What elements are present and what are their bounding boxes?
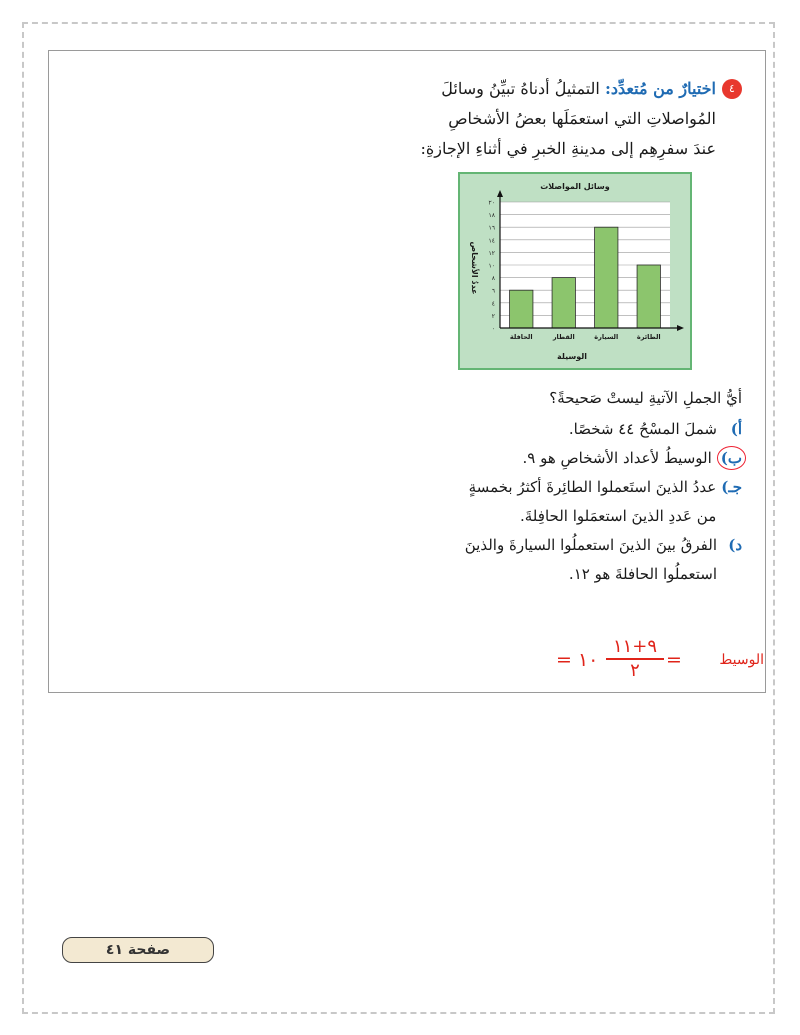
question-line: عندَ سفرِهِم إلى مدينةِ الخبرِ في أثناءِ الإجازةِ:	[420, 139, 716, 158]
question-type-label: اختيارٌ من مُتعدِّد:	[604, 79, 716, 98]
y-axis-arrow	[497, 190, 503, 197]
x-tick-label: الطائرة	[636, 333, 661, 341]
x-tick-label: الحافلة	[509, 333, 533, 341]
transport-bar-chart	[458, 172, 692, 370]
bar-1	[510, 290, 533, 328]
bar-2	[552, 278, 575, 328]
answer-result: = ١٠	[556, 649, 599, 671]
option-letter: د)	[728, 536, 742, 554]
question-line: المُواصلاتِ التي استعمَلَها بعضُ الأشخاصِ	[448, 109, 716, 128]
y-tick-label: ١٦	[488, 224, 495, 232]
option-text: شملَ المسْحُ ٤٤ شخصًا.	[568, 420, 717, 438]
x-axis-arrow	[677, 325, 684, 331]
chart-y-label: عددُ الأشخاص	[470, 241, 479, 295]
y-tick-label: ١٨	[488, 212, 495, 220]
x-tick-label: القطار	[552, 333, 575, 341]
x-tick-label: السيارة	[594, 333, 619, 341]
chart-plot-area	[489, 190, 684, 341]
question-text	[402, 74, 742, 164]
y-tick-label: ٠	[491, 325, 495, 333]
chart-svg	[460, 174, 690, 368]
y-tick-label: ١٤	[488, 237, 495, 245]
question-prompt: أيُّ الجملِ الآتيةِ ليستْ صَحيحةً؟	[549, 389, 742, 407]
option-letter-circled: ب)	[717, 446, 746, 470]
question-number-badge: ٤	[722, 79, 742, 99]
handwritten-answer	[480, 636, 772, 680]
option-letter: جـ)	[721, 478, 742, 496]
option-text: عددُ الذينَ استَعملوا الطائِرةَ أكثرُ بخمسةٍ	[468, 478, 717, 496]
fraction-denominator: ٢	[630, 660, 640, 681]
fraction-numerator: ٩+١١	[606, 636, 664, 660]
answer-label: الوسيط	[719, 652, 764, 668]
option-text: من عَددِ الذينَ استعمَلوا الحافِلةَ.	[520, 507, 717, 525]
option-text: استعملُوا الحافلةَ هو ١٢.	[568, 565, 717, 583]
option-b-selected[interactable]	[342, 444, 742, 473]
answer-options	[342, 384, 742, 589]
option-text: الفرقُ بينَ الذينَ استعملُوا السيارةَ والذينَ	[464, 536, 717, 554]
y-tick-label: ٨	[491, 275, 495, 283]
y-tick-label: ٢٠	[488, 199, 495, 207]
y-tick-label: ١٠	[488, 262, 495, 270]
chart-title: وسائل المواصلات	[540, 182, 610, 191]
bar-4	[637, 265, 660, 328]
option-c[interactable]	[342, 473, 742, 531]
option-letter: أ)	[730, 420, 742, 438]
option-a[interactable]	[342, 415, 742, 444]
y-tick-label: ١٢	[488, 249, 495, 257]
option-text: الوسيطُ لأعداد الأشخاصِ هو ٩.	[522, 449, 712, 467]
answer-equals: =	[666, 649, 682, 671]
y-tick-label: ٤	[491, 300, 495, 308]
option-d[interactable]	[342, 531, 742, 589]
answer-fraction	[606, 636, 664, 682]
bar-3	[595, 227, 618, 328]
y-tick-label: ٦	[491, 287, 495, 295]
y-tick-label: ٢	[491, 312, 495, 320]
question-line: التمثيلُ أدناهُ تبيِّنُ وسائلَ	[441, 79, 600, 98]
chart-x-label: الوسيلة	[556, 352, 588, 361]
page-number-badge: صفحة ٤١	[62, 937, 214, 963]
